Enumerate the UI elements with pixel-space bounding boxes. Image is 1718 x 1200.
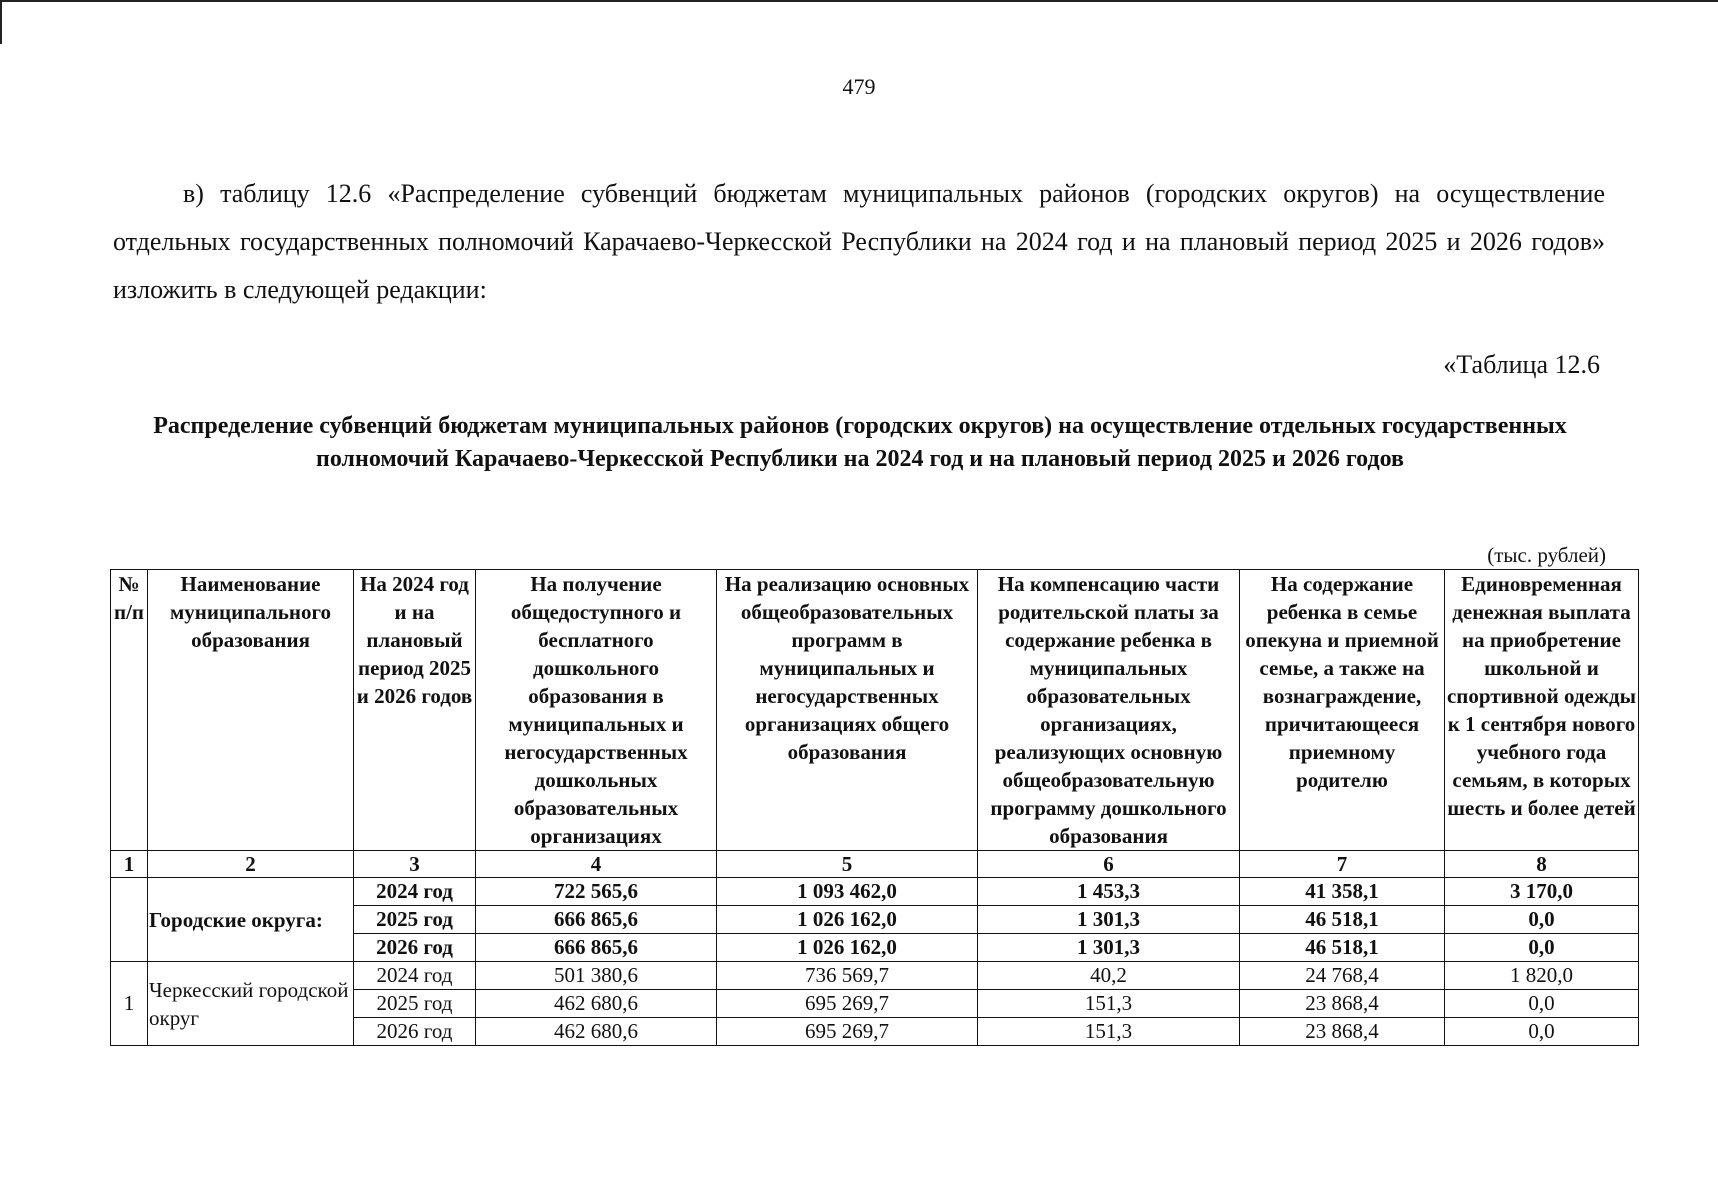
- value-cell: 462 680,6: [476, 990, 717, 1018]
- value-cell: 41 358,1: [1240, 878, 1445, 906]
- value-cell: 40,2: [978, 962, 1240, 990]
- value-cell: 151,3: [978, 990, 1240, 1018]
- units-label: (тыс. рублей): [1487, 543, 1606, 567]
- value-cell: 151,3: [978, 1018, 1240, 1046]
- value-cell: 3 170,0: [1445, 878, 1639, 906]
- value-cell: 722 565,6: [476, 878, 717, 906]
- value-cell: 1 026 162,0: [717, 906, 978, 934]
- header-foster-care: На содержание ребенка в семье опекуна и приемной семье, а также на вознаграждение, причитающееся приемному родителю: [1240, 570, 1445, 851]
- value-cell: 24 768,4: [1240, 962, 1445, 990]
- header-preschool: На получение общедоступного и бесплатного дошкольного образования в муниципальных и негосударственных дошкольных образовательных организациях: [476, 570, 717, 851]
- header-municipality: Наименование муниципального образования: [148, 570, 354, 851]
- column-number: 8: [1445, 851, 1639, 878]
- table-label: «Таблица 12.6: [1443, 350, 1600, 379]
- scan-edge-top: [0, 0, 1718, 2]
- column-number: 6: [978, 851, 1240, 878]
- value-cell: 1 301,3: [978, 934, 1240, 962]
- column-number: 1: [111, 851, 148, 878]
- year-cell: 2026 год: [354, 1018, 476, 1046]
- column-number-row: [111, 851, 1639, 878]
- page-number: 479: [842, 74, 876, 99]
- year-cell: 2024 год: [354, 962, 476, 990]
- column-number: 5: [717, 851, 978, 878]
- value-cell: 1 820,0: [1445, 962, 1639, 990]
- year-cell: 2025 год: [354, 990, 476, 1018]
- value-cell: 0,0: [1445, 906, 1639, 934]
- row-number: [111, 878, 148, 962]
- value-cell: 1 026 162,0: [717, 934, 978, 962]
- value-cell: 46 518,1: [1240, 934, 1445, 962]
- header-parental-fee-compensation: На компенсацию части родительской платы за содержание ребенка в муниципальных образовательных организациях, реализующих основную общеобразовательную программу дошкольного образования: [978, 570, 1240, 851]
- value-cell: 0,0: [1445, 934, 1639, 962]
- value-cell: 23 868,4: [1240, 1018, 1445, 1046]
- table-row: [111, 878, 1639, 906]
- value-cell: 462 680,6: [476, 1018, 717, 1046]
- value-cell: 1 093 462,0: [717, 878, 978, 906]
- value-cell: 666 865,6: [476, 906, 717, 934]
- value-cell: 695 269,7: [717, 990, 978, 1018]
- year-cell: 2026 год: [354, 934, 476, 962]
- municipality-name: Черкесский городской округ: [148, 962, 354, 1046]
- row-number: 1: [111, 962, 148, 1046]
- document-title: Распределение субвенций бюджетам муниципальных районов (городских округов) на осуществление отдельных государственных полномочий Карачаево-Черкесской Республики на 2024 год и на плановый период 2025 и 2026 годов: [153, 413, 1567, 472]
- header-number: № п/п: [111, 570, 148, 851]
- header-period: На 2024 год и на плановый период 2025 и 2026 годов: [354, 570, 476, 851]
- table-row: [111, 962, 1639, 990]
- scan-edge-left: [0, 0, 2, 44]
- value-cell: 46 518,1: [1240, 906, 1445, 934]
- year-cell: 2024 год: [354, 878, 476, 906]
- value-cell: 0,0: [1445, 1018, 1639, 1046]
- distribution-table: [110, 569, 1639, 1046]
- value-cell: 666 865,6: [476, 934, 717, 962]
- intro-paragraph: в) таблицу 12.6 «Распределение субвенций бюджетам муниципальных районов (городских округов) на осуществление отдельных государственных полномочий Карачаево-Черкесской Республики на 2024 год и на плановый период 2025 и 2026 годов» изложить в следующей редакции:: [113, 179, 1605, 304]
- header-row: [111, 570, 1639, 851]
- column-number: 2: [148, 851, 354, 878]
- header-school-clothing-payment: Единовременная денежная выплата на приобретение школьной и спортивной одежды к 1 сентября нового учебного года семьям, в которых шесть и более детей: [1445, 570, 1639, 851]
- year-cell: 2025 год: [354, 906, 476, 934]
- value-cell: 23 868,4: [1240, 990, 1445, 1018]
- value-cell: 1 453,3: [978, 878, 1240, 906]
- column-number: 7: [1240, 851, 1445, 878]
- municipality-name: Городские округа:: [148, 878, 354, 962]
- header-general-education: На реализацию основных общеобразовательных программ в муниципальных и негосударственных организациях общего образования: [717, 570, 978, 851]
- value-cell: 695 269,7: [717, 1018, 978, 1046]
- value-cell: 736 569,7: [717, 962, 978, 990]
- value-cell: 501 380,6: [476, 962, 717, 990]
- column-number: 3: [354, 851, 476, 878]
- value-cell: 0,0: [1445, 990, 1639, 1018]
- column-number: 4: [476, 851, 717, 878]
- value-cell: 1 301,3: [978, 906, 1240, 934]
